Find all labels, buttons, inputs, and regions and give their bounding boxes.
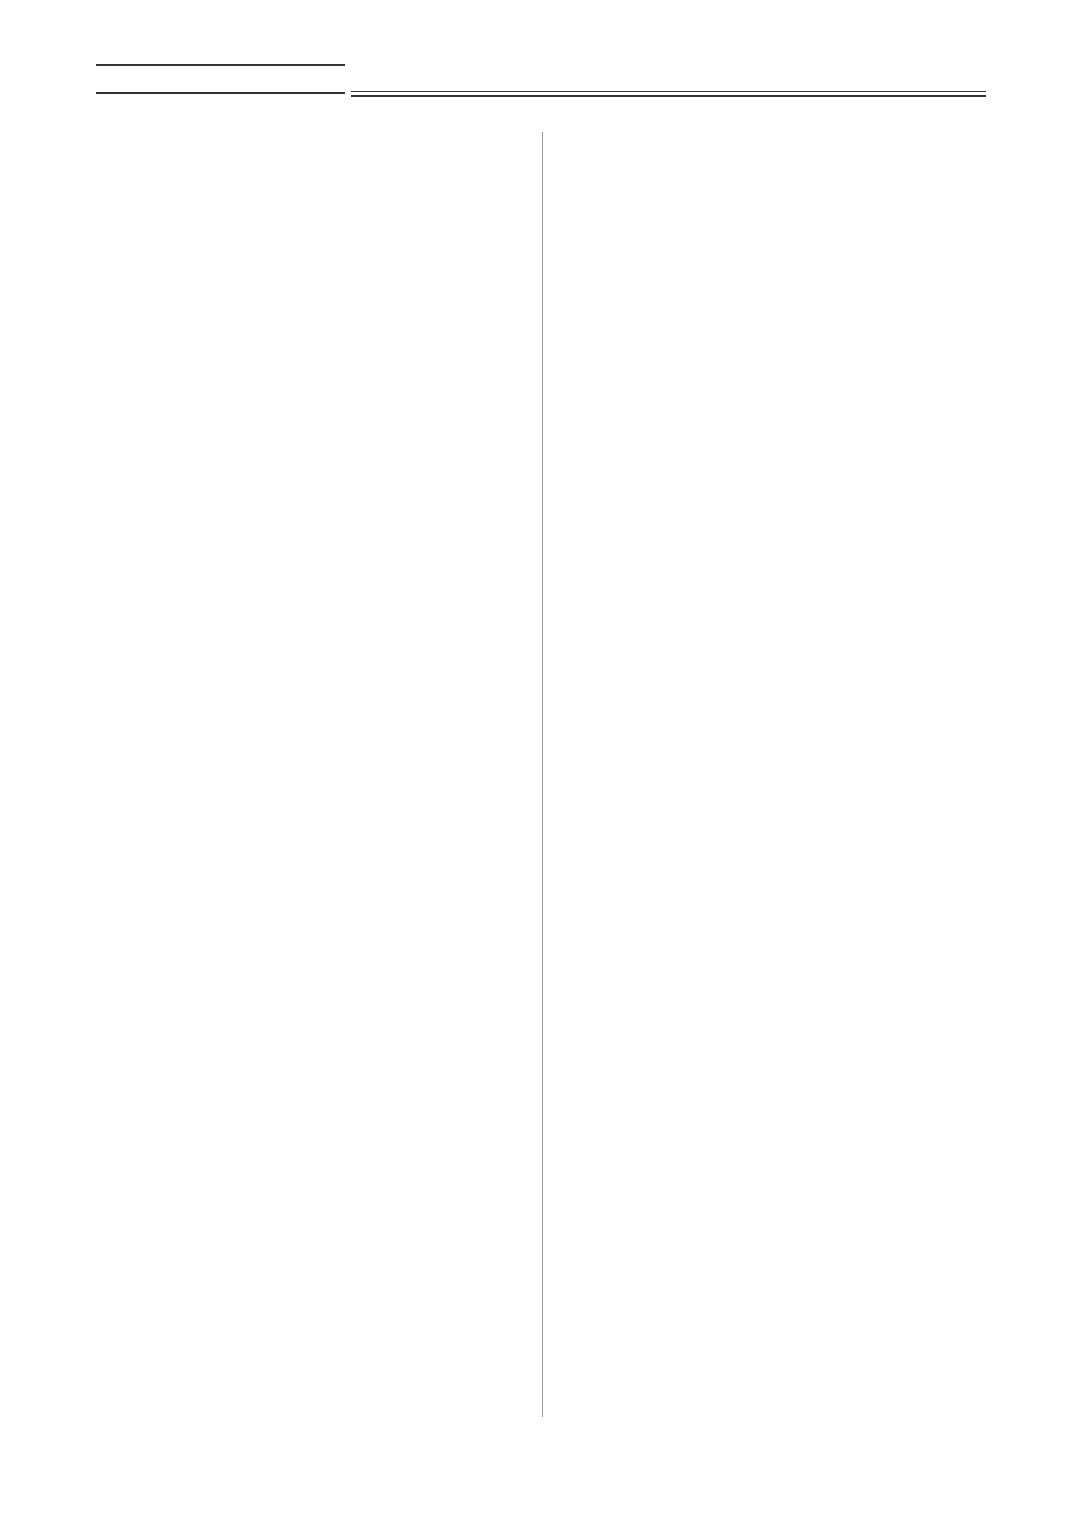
page-header — [96, 60, 986, 100]
answer-line — [98, 236, 526, 263]
section-title — [98, 440, 526, 474]
left-column — [98, 127, 526, 474]
answer-line — [560, 263, 988, 290]
right-column — [560, 127, 988, 537]
answer-line — [98, 345, 526, 372]
answer-line — [98, 127, 526, 154]
answer-line — [560, 236, 988, 263]
answer-line — [98, 290, 526, 317]
header-divider — [351, 91, 986, 92]
answer-line — [98, 181, 526, 208]
brand-banner — [96, 64, 345, 94]
answer-line — [560, 181, 988, 208]
answer-line — [98, 317, 526, 344]
answer-line — [98, 154, 526, 181]
answer-line — [560, 127, 988, 154]
essay-title — [98, 399, 526, 426]
section-heading — [560, 456, 988, 483]
header-divider — [351, 95, 986, 97]
answer-line — [560, 209, 988, 236]
essay-closing — [560, 345, 988, 372]
essay-title — [560, 290, 988, 317]
watermark-logo — [900, 1420, 1070, 1530]
listening-title — [560, 384, 988, 426]
answer-line — [98, 209, 526, 236]
column-divider — [542, 132, 543, 1417]
units-title — [560, 426, 988, 456]
essay-greeting — [560, 317, 988, 344]
answer-line — [560, 154, 988, 181]
section-heading — [560, 483, 988, 510]
section-heading — [560, 510, 988, 537]
answer-line — [98, 263, 526, 290]
answer-line — [98, 372, 526, 399]
